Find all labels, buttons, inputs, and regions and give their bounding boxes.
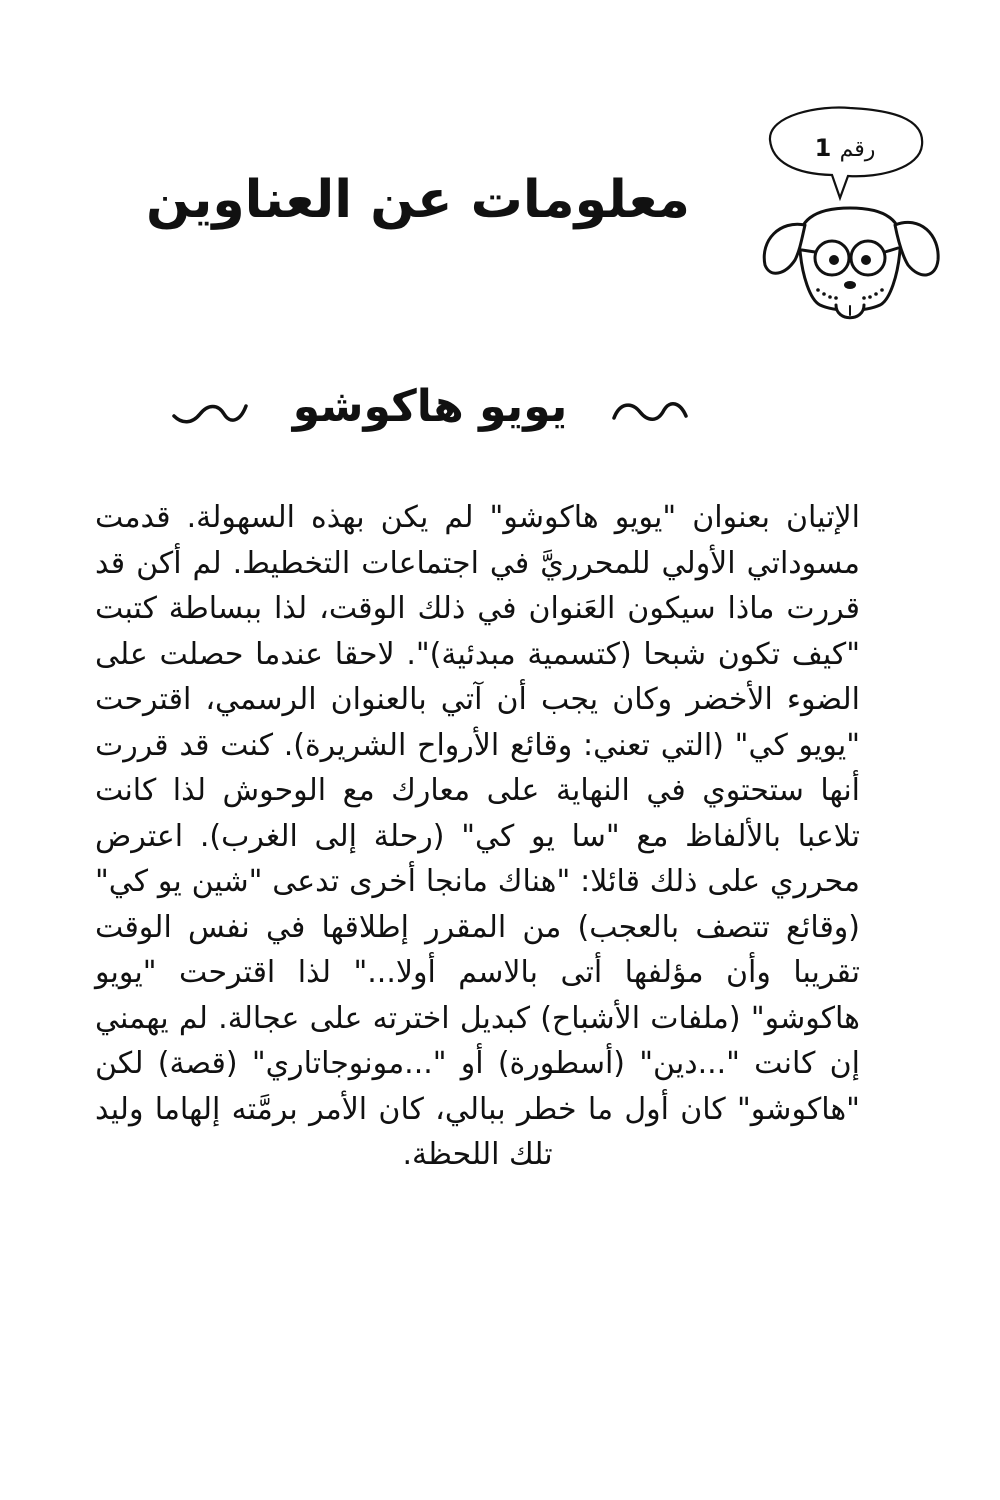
squiggle-right-icon — [610, 392, 690, 432]
subtitle-row — [170, 372, 690, 442]
manga-title-subtitle: يويو هاكوشو — [292, 381, 568, 432]
number-badge — [800, 130, 890, 166]
dog-face — [764, 208, 938, 318]
body-paragraph: الإتيان بعنوان "يويو هاكوشو" لم يكن بهذه السهولة. قدمت مسوداتي الأولي للمحرريَّ في اجتماعات التخطيط. لم أكن قد قررت ماذا سيكون العَنوان في ذلك الوقت، لذا ببساطة كتبت "كيف تكون شبحا (كتسمية مبدئية)". لاحقا عندما حصلت على الضوء الأخضر وكان يجب أن آتي بالعنوان الرسمي، اقترحت "يويو كي" (التي تعني: وقائع الأرواح الشريرة). كنت قد قررت أنها ستحتوي في النهاية على معارك مع الوحوش لذا كانت تلاعبا بالألفاظ مع "سا يو كي" (رحلة إلى الغرب). اعترض محرري على ذلك قائلا: "هناك مانجا أخرى تدعى "شين يو كي" (وقائع تتصف بالعجب) من المقرر إطلاقها في نفس الوقت تقريبا وأن مؤلفها أتى بالاسم أولا..." لذا اقترحت "يويو هاكوشو" (ملفات الأشباح) كبديل اخترته على عجالة. لم يهمني إن كانت "...دين" (أسطورة) أو "...مونوجاتاري" (قصة) لكن "هاكوشو" كان أول ما خطر ببالي، كان الأمر برمَّته إلهاما وليد تلك اللحظة. — [95, 500, 860, 1172]
page-title: معلومات عن العناوين — [146, 170, 690, 230]
squiggle-left-icon — [170, 392, 250, 432]
badge-number: 1 — [814, 134, 832, 162]
badge-word: رقم — [839, 137, 876, 162]
